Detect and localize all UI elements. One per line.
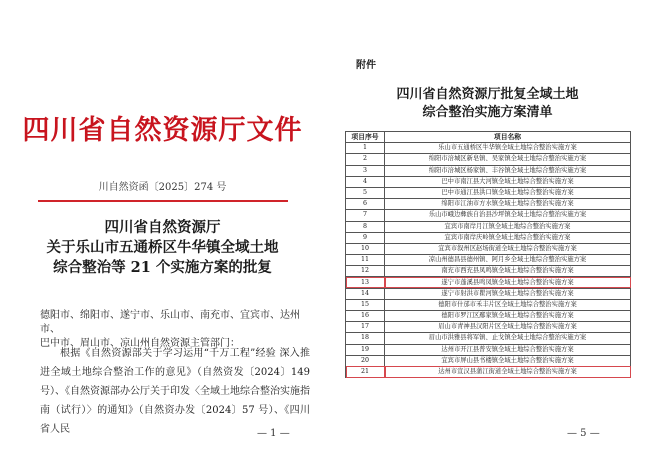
row-number: 10 — [346, 243, 385, 254]
row-name: 宜宾市叙州区赵场街道全域土地综合整治实施方案 — [385, 243, 631, 254]
row-name: 宜宾市屏山县书楼镇全域土地综合整治实施方案 — [385, 355, 631, 366]
row-number: 11 — [346, 255, 385, 266]
row-number: 2 — [346, 154, 385, 165]
right-page — [325, 0, 650, 459]
row-name: 乐山市五通桥区牛华镇全域土地综合整治实施方案 — [385, 143, 631, 154]
row-name: 绵阳市涪城区杨家镇、丰谷镇全域土地综合整治实施方案 — [385, 165, 631, 176]
row-name: 绵阳市江油市方水镇全域土地综合整治实施方案 — [385, 199, 631, 210]
table-row — [346, 221, 631, 232]
table-header-row — [346, 132, 631, 143]
row-name: 达州市宣汉县蒲江街道全域土地综合整治实施方案 — [385, 366, 631, 377]
row-number: 3 — [346, 165, 385, 176]
table-row — [346, 243, 631, 254]
row-number: 15 — [346, 299, 385, 310]
table-row — [346, 299, 631, 310]
table-row — [346, 143, 631, 154]
recipients-line: 德阳市、绵阳市、遂宁市、乐山市、南充市、宜宾市、达州市、 — [40, 310, 300, 335]
document-header: 四川省自然资源厅文件 — [22, 115, 303, 146]
red-divider — [38, 200, 288, 202]
header-name: 项目名称 — [385, 132, 631, 143]
row-number: 18 — [346, 333, 385, 344]
table-row — [346, 355, 631, 366]
table-row — [346, 277, 631, 288]
table-row — [346, 322, 631, 333]
row-number: 8 — [346, 221, 385, 232]
row-name: 绵阳市涪城区新皂镇、吴家镇全域土地综合整治实施方案 — [385, 154, 631, 165]
title-line: 四川省自然资源厅 — [104, 219, 221, 236]
table-body — [346, 143, 631, 378]
row-name: 巴中市通江县洪口镇全域土地综合整治实施方案 — [385, 187, 631, 198]
row-number: 6 — [346, 199, 385, 210]
title-line: 综合整治等 21 个实施方案的批复 — [53, 259, 272, 276]
row-number: 9 — [346, 232, 385, 243]
row-name: 遂宁市蓬溪县鸣凤镇全域土地综合整治实施方案 — [385, 277, 631, 288]
table-row — [346, 333, 631, 344]
row-number: 21 — [346, 366, 385, 377]
row-number: 14 — [346, 288, 385, 299]
table-row — [346, 288, 631, 299]
row-name: 宜宾市南岸庆岭镇全域土地综合整治实施方案 — [385, 232, 631, 243]
row-number: 5 — [346, 187, 385, 198]
row-name: 遂宁市射洪市瞿河镇全域土地综合整治实施方案 — [385, 288, 631, 299]
row-name: 眉山市青神县汉阳片区全域土地综合整治实施方案 — [385, 322, 631, 333]
table-row — [346, 210, 631, 221]
row-number: 20 — [346, 355, 385, 366]
row-number: 7 — [346, 210, 385, 221]
row-name: 德阳市什邡市禾丰片区全域土地综合整治实施方案 — [385, 299, 631, 310]
table-row — [346, 154, 631, 165]
row-number: 12 — [346, 266, 385, 277]
row-number: 19 — [346, 344, 385, 355]
title-line: 关于乐山市五通桥区牛华镇全域土地 — [46, 239, 279, 256]
body-paragraph: 根据《自然资源部关于学习运用“千万工程”经验 深入推进全域土地综合整治工作的意见》（自然资发〔2024〕149 号）、《自然资源部办公厅关于印发〈全域土地综合整治实施指南（试行）〉的通知》（自然资办发〔2024〕57 号）、《四川省人民 — [40, 348, 310, 435]
row-name: 达州市开江县普安镇全域土地综合整治实施方案 — [385, 344, 631, 355]
table-row — [346, 187, 631, 198]
row-number: 4 — [346, 176, 385, 187]
row-name: 德阳市罗江区鄢家镇全域土地综合整治实施方案 — [385, 311, 631, 322]
page-number: — 5 — — [567, 428, 600, 439]
row-number: 13 — [346, 277, 385, 288]
row-number: 16 — [346, 311, 385, 322]
table-row — [346, 199, 631, 210]
table-row — [346, 266, 631, 277]
row-name: 凉山州德昌县德州镇、阿月乡全域土地综合整治实施方案 — [385, 255, 631, 266]
row-name: 乐山市峨边彝族自治县沙坪镇全域土地综合整治实施方案 — [385, 210, 631, 221]
row-name: 南充市西充县凤鸣镇全域土地综合整治实施方案 — [385, 266, 631, 277]
row-number: 1 — [346, 143, 385, 154]
table-row — [346, 255, 631, 266]
header-number: 项目序号 — [346, 132, 385, 143]
page-number: — 1 — — [257, 428, 290, 439]
table-row — [346, 344, 631, 355]
table-row — [346, 366, 631, 377]
row-name: 巴中市南江县大河镇全域土地综合整治实施方案 — [385, 176, 631, 187]
plan-table — [345, 131, 631, 378]
table-row — [346, 176, 631, 187]
table-row — [346, 311, 631, 322]
row-number: 17 — [346, 322, 385, 333]
table-row — [346, 165, 631, 176]
list-title — [325, 86, 650, 122]
document-title — [0, 218, 325, 278]
list-title-line: 综合整治实施方案清单 — [422, 105, 553, 120]
list-title-line: 四川省自然资源厅批复全域土地 — [396, 87, 579, 102]
table-row — [346, 232, 631, 243]
row-name: 眉山市洪雅县将军镇、止戈镇全域土地综合整治实施方案 — [385, 333, 631, 344]
attachment-label: 附件 — [356, 60, 376, 71]
row-name: 宜宾市南岸月江镇全域土地综合整治实施方案 — [385, 221, 631, 232]
document-number: 川自然资函〔2025〕274 号 — [98, 182, 227, 193]
recipients-line: 巴中市、眉山市、凉山州自然资源主管部门： — [40, 338, 240, 349]
